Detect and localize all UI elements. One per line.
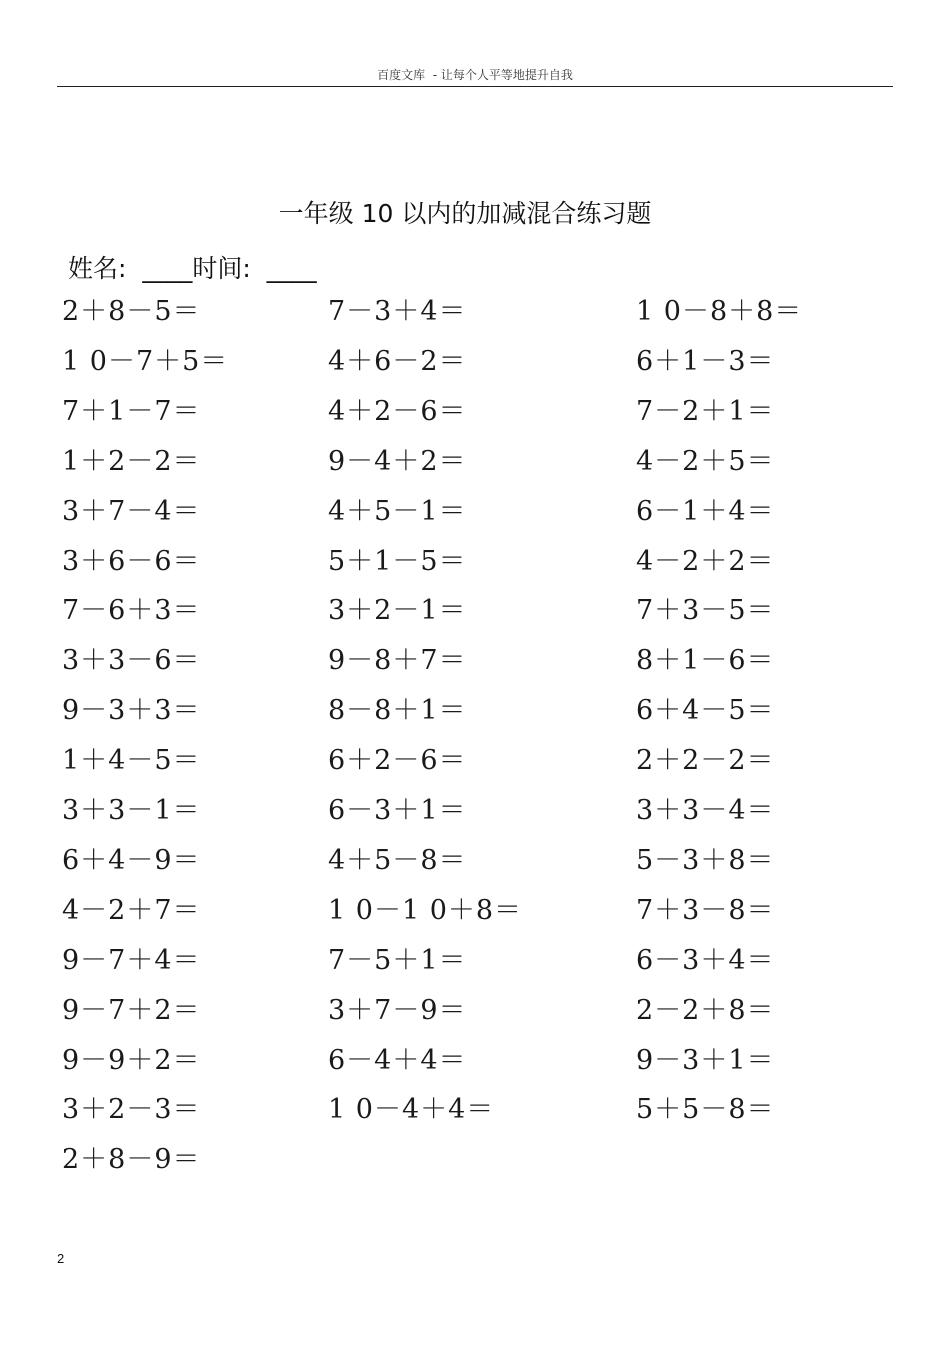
problem-item: 7－5＋1＝ — [328, 945, 467, 976]
problem-item: 6－3＋4＝ — [636, 945, 775, 976]
problem-item: 6－1＋4＝ — [636, 496, 775, 527]
problem-item: 4＋5－8＝ — [328, 845, 467, 876]
problem-item: 3＋3－1＝ — [62, 795, 201, 826]
problem-item: 5＋1－5＝ — [328, 546, 467, 577]
problem-item: 5－3＋8＝ — [636, 845, 775, 876]
problem-item: 9－7＋2＝ — [62, 995, 201, 1026]
problem-item: 3＋7－9＝ — [328, 995, 467, 1026]
problem-item: 1 0－8＋8＝ — [636, 296, 803, 327]
problem-item: 4－2＋2＝ — [636, 546, 775, 577]
name-time-line: 姓名: ____时间: ____ — [68, 254, 317, 283]
problem-item: 3＋7－4＝ — [62, 496, 201, 527]
problem-item: 9－7＋4＝ — [62, 945, 201, 976]
problem-item: 7－2＋1＝ — [636, 396, 775, 427]
problem-item: 4－2＋5＝ — [636, 446, 775, 477]
problem-item: 4＋6－2＝ — [328, 346, 467, 377]
problem-item: 9－9＋2＝ — [62, 1045, 201, 1076]
problem-item: 3＋2－1＝ — [328, 595, 467, 626]
header-divider — [57, 86, 893, 87]
problem-item: 3＋2－3＝ — [62, 1094, 201, 1125]
problem-item: 4＋2－6＝ — [328, 396, 467, 427]
problem-item: 6－4＋4＝ — [328, 1045, 467, 1076]
problem-item: 4－2＋7＝ — [62, 895, 201, 926]
problem-item: 1＋4－5＝ — [62, 745, 201, 776]
problem-item: 8－8＋1＝ — [328, 695, 467, 726]
problem-item: 6－3＋1＝ — [328, 795, 467, 826]
header-text: 百度文库 - 让每个人平等地提升自我 — [377, 68, 573, 82]
problem-item: 6＋2－6＝ — [328, 745, 467, 776]
page-title: 一年级 10 以内的加减混合练习题 — [278, 199, 652, 228]
problem-item: 3＋3－6＝ — [62, 645, 201, 676]
page-number: 2 — [57, 1251, 65, 1266]
problem-item: 7－3＋4＝ — [328, 296, 467, 327]
problem-item: 2＋8－9＝ — [62, 1144, 201, 1175]
problem-item: 2＋2－2＝ — [636, 745, 775, 776]
problem-item: 9－4＋2＝ — [328, 446, 467, 477]
problem-item: 4＋5－1＝ — [328, 496, 467, 527]
problem-item: 5＋5－8＝ — [636, 1094, 775, 1125]
problem-item: 6＋1－3＝ — [636, 346, 775, 377]
problem-item: 9－8＋7＝ — [328, 645, 467, 676]
problem-item: 7＋1－7＝ — [62, 396, 201, 427]
problem-item: 3＋6－6＝ — [62, 546, 201, 577]
problem-item: 1 0－7＋5＝ — [62, 346, 229, 377]
problem-item: 1 0－1 0＋8＝ — [328, 895, 523, 926]
problem-item: 7－6＋3＝ — [62, 595, 201, 626]
problem-item: 1＋2－2＝ — [62, 446, 201, 477]
problem-item: 8＋1－6＝ — [636, 645, 775, 676]
problem-item: 2＋8－5＝ — [62, 296, 201, 327]
problem-item: 7＋3－5＝ — [636, 595, 775, 626]
problem-item: 9－3＋3＝ — [62, 695, 201, 726]
problem-item: 1 0－4＋4＝ — [328, 1094, 495, 1125]
problem-item: 2－2＋8＝ — [636, 995, 775, 1026]
problem-item: 9－3＋1＝ — [636, 1045, 775, 1076]
problem-item: 3＋3－4＝ — [636, 795, 775, 826]
problem-item: 6＋4－9＝ — [62, 845, 201, 876]
problem-item: 7＋3－8＝ — [636, 895, 775, 926]
problem-item: 6＋4－5＝ — [636, 695, 775, 726]
